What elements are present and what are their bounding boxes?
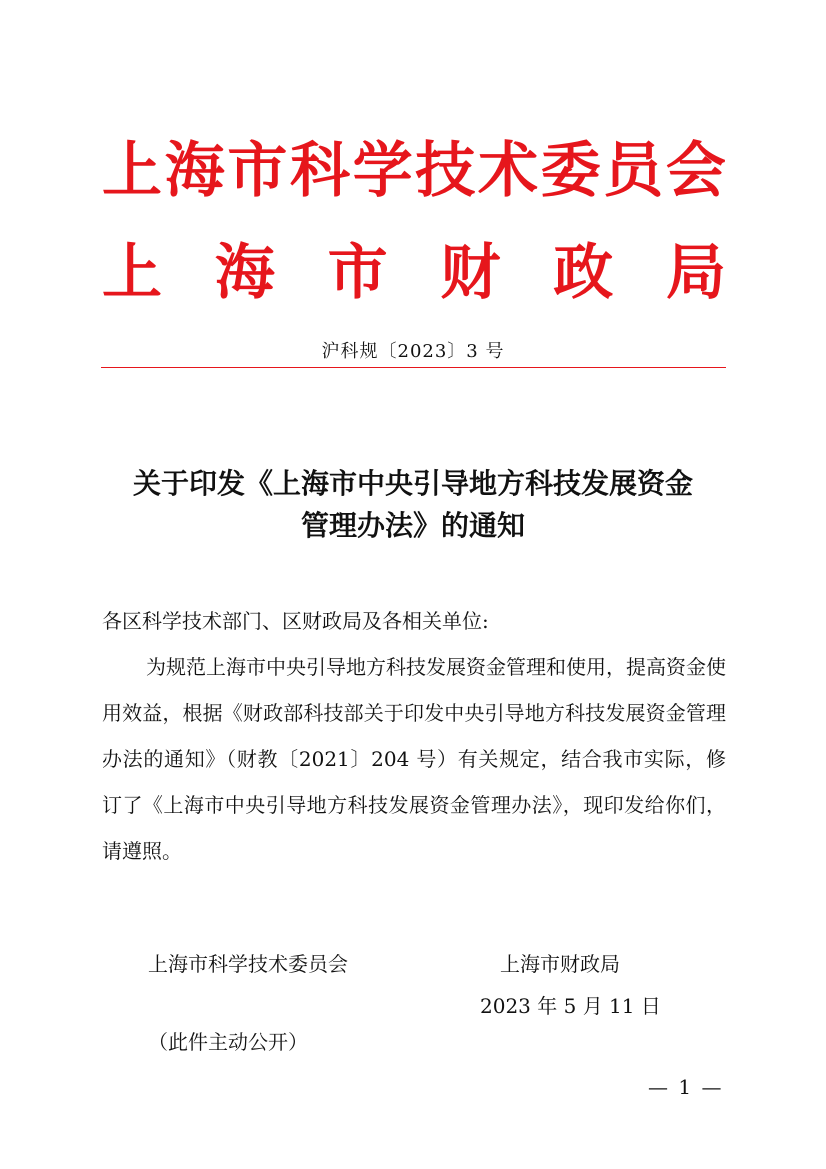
issuer-header-finance-bureau (102, 238, 726, 308)
header-char: 海 (214, 238, 275, 308)
header-char: 学 (352, 136, 413, 206)
header-char: 员 (603, 136, 664, 206)
addressee: 各区科学技术部门、区财政局及各相关单位: (102, 609, 489, 633)
issuer-header-science-commission (102, 136, 726, 206)
signature-science-commission: 上海市科学技术委员会 (148, 952, 348, 976)
header-char: 市 (227, 136, 288, 206)
header-char: 海 (164, 136, 225, 206)
page-number: — 1 — (648, 1075, 724, 1099)
disclosure-note: （此件主动公开） (148, 1030, 308, 1054)
header-char: 上 (102, 136, 162, 206)
header-char: 市 (327, 238, 388, 308)
header-char: 局 (665, 238, 726, 308)
document-number: 沪科规〔2023〕3 号 (321, 341, 505, 362)
body-paragraph: 为规范上海市中央引导地方科技发展资金管理和使用，提高资金使用效益，根据《财政部科技部关于印发中央引导地方科技发展资金管理办法的通知》（财教〔2021〕204 号）有关规定，结合我市实际，修订了《上海市中央引导地方科技发展资金管理办法》，现印发给你们，请遵照。 (102, 655, 726, 863)
document-title-line-2: 管理办法》的通知 (300, 509, 525, 542)
header-char: 术 (477, 136, 538, 206)
header-char: 委 (540, 136, 601, 206)
signature-finance-bureau: 上海市财政局 (500, 952, 620, 976)
header-char: 财 (440, 238, 501, 308)
header-char: 上 (102, 238, 162, 308)
header-char: 科 (289, 136, 350, 206)
header-char: 政 (553, 238, 614, 308)
document-title-line-1: 关于印发《上海市中央引导地方科技发展资金 (132, 467, 693, 500)
header-char: 会 (665, 136, 726, 206)
header-char: 技 (415, 136, 476, 206)
issue-date: 2023 年 5 月 11 日 (480, 994, 661, 1018)
red-divider-line (101, 367, 726, 368)
